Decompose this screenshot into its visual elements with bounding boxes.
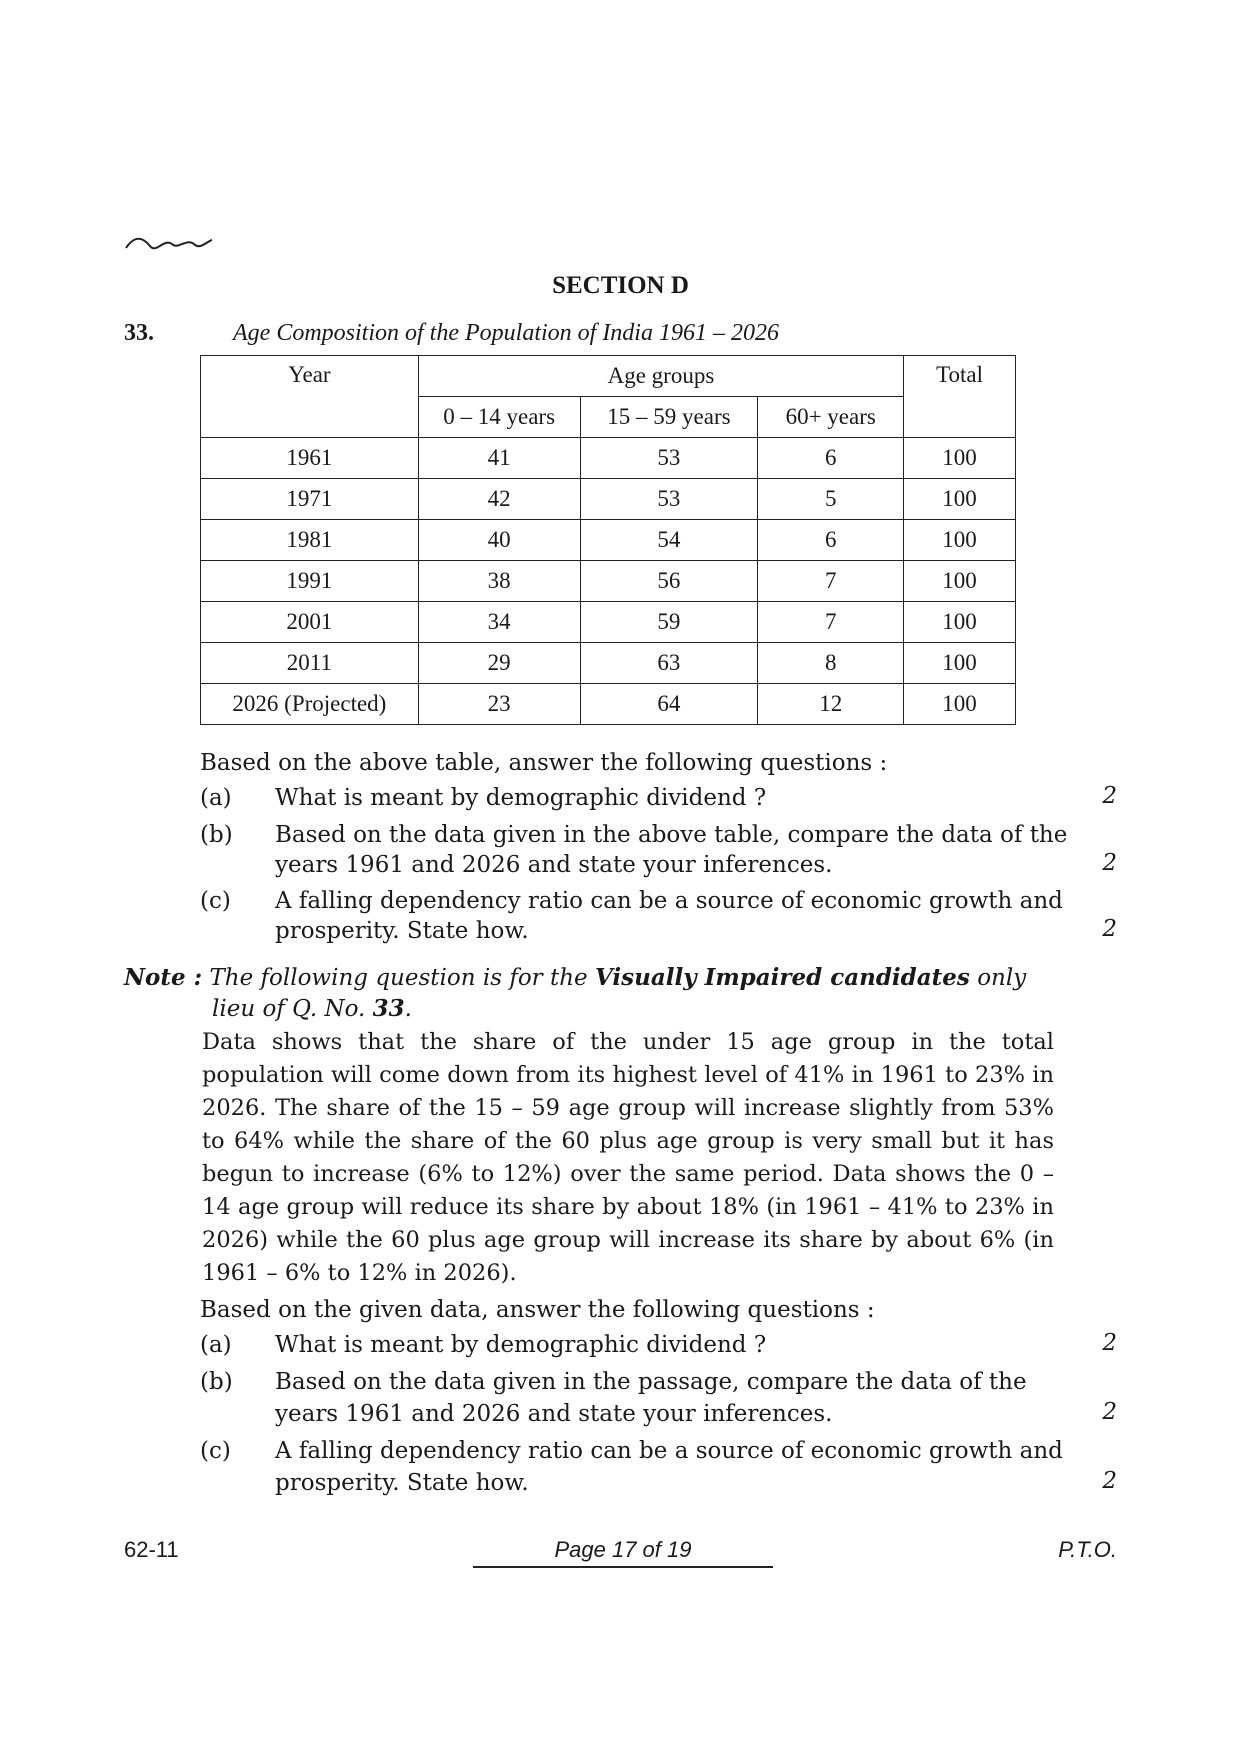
- part-b-text-line2: years 1961 and 2026 and state your inferences.: [275, 852, 833, 878]
- part-c-marks: 2: [1102, 916, 1117, 942]
- cell-60-plus: 12: [758, 684, 904, 725]
- note-text-a: The following question is for the: [209, 965, 588, 991]
- cell-15-59: 64: [580, 684, 758, 725]
- note-part-b-marks: 2: [1102, 1399, 1117, 1425]
- cell-year: 1991: [201, 561, 419, 602]
- cell-total: 100: [904, 561, 1016, 602]
- cell-60-plus: 6: [758, 438, 904, 479]
- part-c-text-line2: prosperity. State how.: [275, 918, 529, 944]
- note-part-c-label: (c): [200, 1438, 231, 1464]
- cell-60-plus: 7: [758, 561, 904, 602]
- cell-total: 100: [904, 643, 1016, 684]
- section-title: SECTION D: [552, 272, 689, 299]
- cell-0-14: 40: [418, 520, 580, 561]
- cell-total: 100: [904, 602, 1016, 643]
- cell-total: 100: [904, 520, 1016, 561]
- cell-60-plus: 5: [758, 479, 904, 520]
- pto-label: P.T.O.: [1058, 1537, 1117, 1562]
- note-part-b-text-line2: years 1961 and 2026 and state your inferences.: [275, 1401, 833, 1427]
- cell-year: 1961: [201, 438, 419, 479]
- part-c-label: (c): [200, 888, 231, 914]
- table-row: [201, 602, 1016, 643]
- cell-year: 1981: [201, 520, 419, 561]
- note-part-c-text-line1: A falling dependency ratio can be a source of economic growth and: [275, 1438, 1063, 1464]
- subheader-15-59: 15 – 59 years: [580, 397, 758, 438]
- note-intro: Based on the given data, answer the following questions :: [200, 1297, 875, 1323]
- cell-60-plus: 6: [758, 520, 904, 561]
- note-part-a-label: (a): [200, 1332, 232, 1358]
- note-part-c-text-line2: prosperity. State how.: [275, 1470, 529, 1496]
- note-part-b-text-line1: Based on the data given in the passage, compare the data of the: [275, 1369, 1027, 1395]
- cell-0-14: 41: [418, 438, 580, 479]
- cell-0-14: 38: [418, 561, 580, 602]
- note-line1: [124, 962, 1064, 994]
- table-row: [201, 643, 1016, 684]
- paper-code: 62-11: [124, 1537, 179, 1562]
- cell-60-plus: 8: [758, 643, 904, 684]
- cell-year: 1971: [201, 479, 419, 520]
- header-age-groups: Age groups: [418, 356, 903, 397]
- note-text-b: only: [977, 965, 1027, 991]
- cell-total: 100: [904, 684, 1016, 725]
- part-a-label: (a): [200, 785, 232, 811]
- cell-0-14: 42: [418, 479, 580, 520]
- header-total: Total: [904, 356, 1016, 438]
- cell-0-14: 34: [418, 602, 580, 643]
- note-prefix: Note :: [124, 964, 203, 991]
- table-title: Age Composition of the Population of India 1961 – 2026: [233, 320, 779, 346]
- note-part-c-marks: 2: [1102, 1468, 1117, 1494]
- note-passage: Data shows that the share of the under 15 age group in the total population will come down from its highest level of 41% in 1961 to 23% in 2026. The share of the 15 – 59 age group will increase slightly from 53% to 64% while the share of the 60 plus age group is very small but it has begun to increase (6% to 12%) over the same period. Data shows the 0 – 14 age group will reduce its share by about 18% (in 1961 – 41% to 23% in 2026) while the 60 plus age group will increase its share by about 6% (in 1961 – 6% to 12% in 2026).: [202, 1029, 1054, 1286]
- part-a-text: What is meant by demographic dividend ?: [275, 785, 767, 811]
- cell-total: 100: [904, 438, 1016, 479]
- cell-0-14: 29: [418, 643, 580, 684]
- question-intro: Based on the above table, answer the following questions :: [200, 750, 888, 776]
- part-c-text-line1: A falling dependency ratio can be a source of economic growth and: [275, 888, 1063, 914]
- header-year: Year: [201, 356, 419, 438]
- cell-year: 2011: [201, 643, 419, 684]
- note-bold: Visually Impaired candidates: [594, 964, 970, 991]
- part-b-text-line1: Based on the data given in the above table, compare the data of the: [275, 822, 1068, 848]
- cell-15-59: 53: [580, 479, 758, 520]
- cell-15-59: 54: [580, 520, 758, 561]
- part-a-marks: 2: [1102, 783, 1117, 809]
- note-part-a-text: What is meant by demographic dividend ?: [275, 1332, 767, 1358]
- cell-15-59: 59: [580, 602, 758, 643]
- cell-year: 2026 (Projected): [201, 684, 419, 725]
- table-header-row: [201, 356, 1016, 397]
- table-row: [201, 561, 1016, 602]
- note-line2-bold: 33: [372, 995, 405, 1022]
- age-composition-table: [200, 355, 1016, 725]
- subheader-0-14: 0 – 14 years: [418, 397, 580, 438]
- part-b-label: (b): [200, 822, 233, 848]
- part-b-marks: 2: [1102, 850, 1117, 876]
- table-row: [201, 479, 1016, 520]
- note-part-b-label: (b): [200, 1369, 233, 1395]
- cell-0-14: 23: [418, 684, 580, 725]
- note-line2-end: .: [404, 996, 412, 1022]
- table-row: [201, 438, 1016, 479]
- cell-60-plus: 7: [758, 602, 904, 643]
- page-number: Page 17 of 19: [473, 1537, 773, 1568]
- cell-15-59: 63: [580, 643, 758, 684]
- note-line2-text: lieu of Q. No.: [212, 996, 366, 1022]
- cell-year: 2001: [201, 602, 419, 643]
- subheader-60-plus: 60+ years: [758, 397, 904, 438]
- table-row: [201, 520, 1016, 561]
- squiggle-ornament: [124, 232, 214, 256]
- cell-15-59: 53: [580, 438, 758, 479]
- note-line2: [212, 993, 1152, 1025]
- note-part-a-marks: 2: [1102, 1330, 1117, 1356]
- question-number: 33.: [124, 320, 154, 346]
- cell-15-59: 56: [580, 561, 758, 602]
- table-row: [201, 684, 1016, 725]
- cell-total: 100: [904, 479, 1016, 520]
